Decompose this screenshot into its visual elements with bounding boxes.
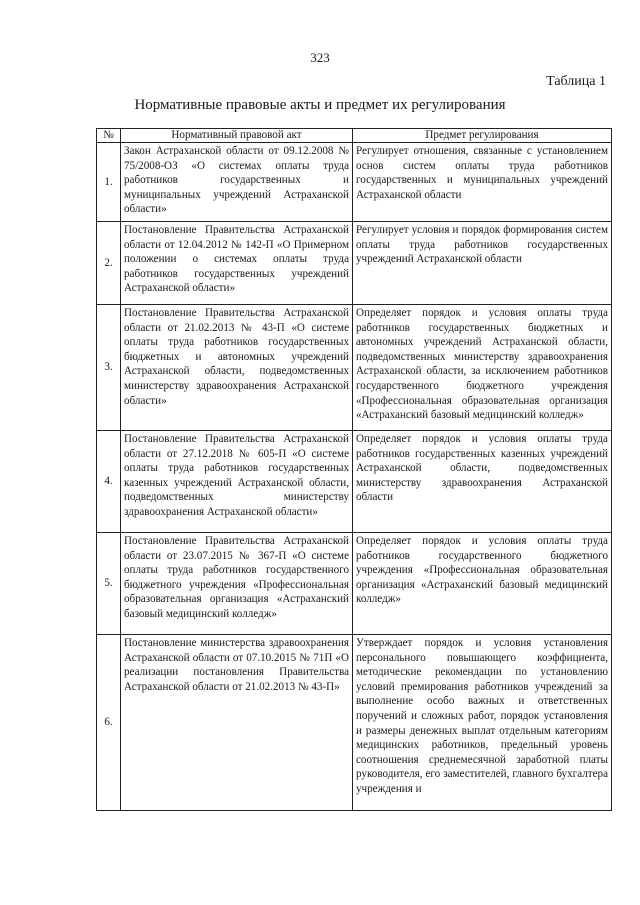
- legal-act-cell: Постановление министерства здравоохранения Астраханской области от 07.10.2015 № 71П «О реализации постановления Правительства Астраханской области от 21.02.2013 № 43-П»: [121, 635, 353, 811]
- table-label: Таблица 1: [546, 74, 606, 89]
- row-number: 6.: [97, 635, 121, 811]
- subject-cell: Определяет порядок и условия оплаты труда работников государственного бюджетного учреждения «Профессиональная образовательная организация «Астраханский базовый медицинский колледж»: [353, 533, 612, 635]
- document-title: Нормативные правовые акты и предмет их регулирования: [134, 97, 506, 113]
- table-row: [97, 143, 612, 222]
- table-row: [97, 305, 612, 431]
- table-row: [97, 431, 612, 533]
- row-number: 4.: [97, 431, 121, 533]
- row-number: 5.: [97, 533, 121, 635]
- row-number: 3.: [97, 305, 121, 431]
- subject-cell: Определяет порядок и условия оплаты труда работников государственных казенных учреждений Астраханской области, подведомственных министерству здравоохранения Астраханской области: [353, 431, 612, 533]
- row-number: 1.: [97, 143, 121, 222]
- regulations-table: [96, 128, 612, 811]
- table-header-row: [97, 129, 612, 143]
- row-number: 2.: [97, 222, 121, 305]
- subject-cell: Определяет порядок и условия оплаты труда работников государственных бюджетных и автономных учреждений Астраханской области, подведомственных министерству здравоохранения Астраханской области, за исключением работников государственного бюджетного учреждения «Профессиональная образовательная организация «Астраханский базовый медицинский колледж»: [353, 305, 612, 431]
- page-number: 323: [310, 50, 330, 65]
- legal-act-cell: Постановление Правительства Астраханской области от 27.12.2018 № 605-П «О системе оплаты труда работников государственных казенных учреждений Астраханской области, подведомственных министерству здравоохранения Астраханской области»: [121, 431, 353, 533]
- header-subject: Предмет регулирования: [353, 129, 612, 143]
- subject-cell: Регулирует отношения, связанные с установлением основ систем оплаты труда работников государственных и муниципальных учреждений Астраханской области: [353, 143, 612, 222]
- legal-act-cell: Постановление Правительства Астраханской области от 21.02.2013 № 43-П «О системе оплаты труда работников государственных бюджетных и автономных учреждений Астраханской области, подведомственных министерству здравоохранения Астраханской области»: [121, 305, 353, 431]
- subject-cell: Регулирует условия и порядок формирования систем оплаты труда работников государственных учреждений Астраханской области: [353, 222, 612, 305]
- table-row: [97, 635, 612, 811]
- legal-act-cell: Закон Астраханской области от 09.12.2008 № 75/2008-ОЗ «О системах оплаты труда работников государственных и муниципальных учреждений Астраханской области»: [121, 143, 353, 222]
- header-legal-act: Нормативный правовой акт: [121, 129, 353, 143]
- legal-act-cell: Постановление Правительства Астраханской области от 12.04.2012 № 142-П «О Примерном положении о системах оплаты труда работников государственных учреждений Астраханской области»: [121, 222, 353, 305]
- legal-act-cell: Постановление Правительства Астраханской области от 23.07.2015 № 367-П «О системе оплаты труда работников государственного бюджетного учреждения «Профессиональная образовательная организация «Астраханский базовый медицинский колледж»: [121, 533, 353, 635]
- header-number: №: [97, 129, 121, 143]
- table-row: [97, 222, 612, 305]
- subject-cell: Утверждает порядок и условия установления персонального повышающего коэффициента, методические рекомендации по установлению условий премирования работников учреждений за выполнение особо важных и ответственных поручений и сложных работ, порядок установления и размеры денежных выплат отдельным категориям медицинских работников, предельный уровень соотношения среднемесячной заработной платы руководителя, его заместителей, главного бухгалтера учреждения и: [353, 635, 612, 811]
- table-row: [97, 533, 612, 635]
